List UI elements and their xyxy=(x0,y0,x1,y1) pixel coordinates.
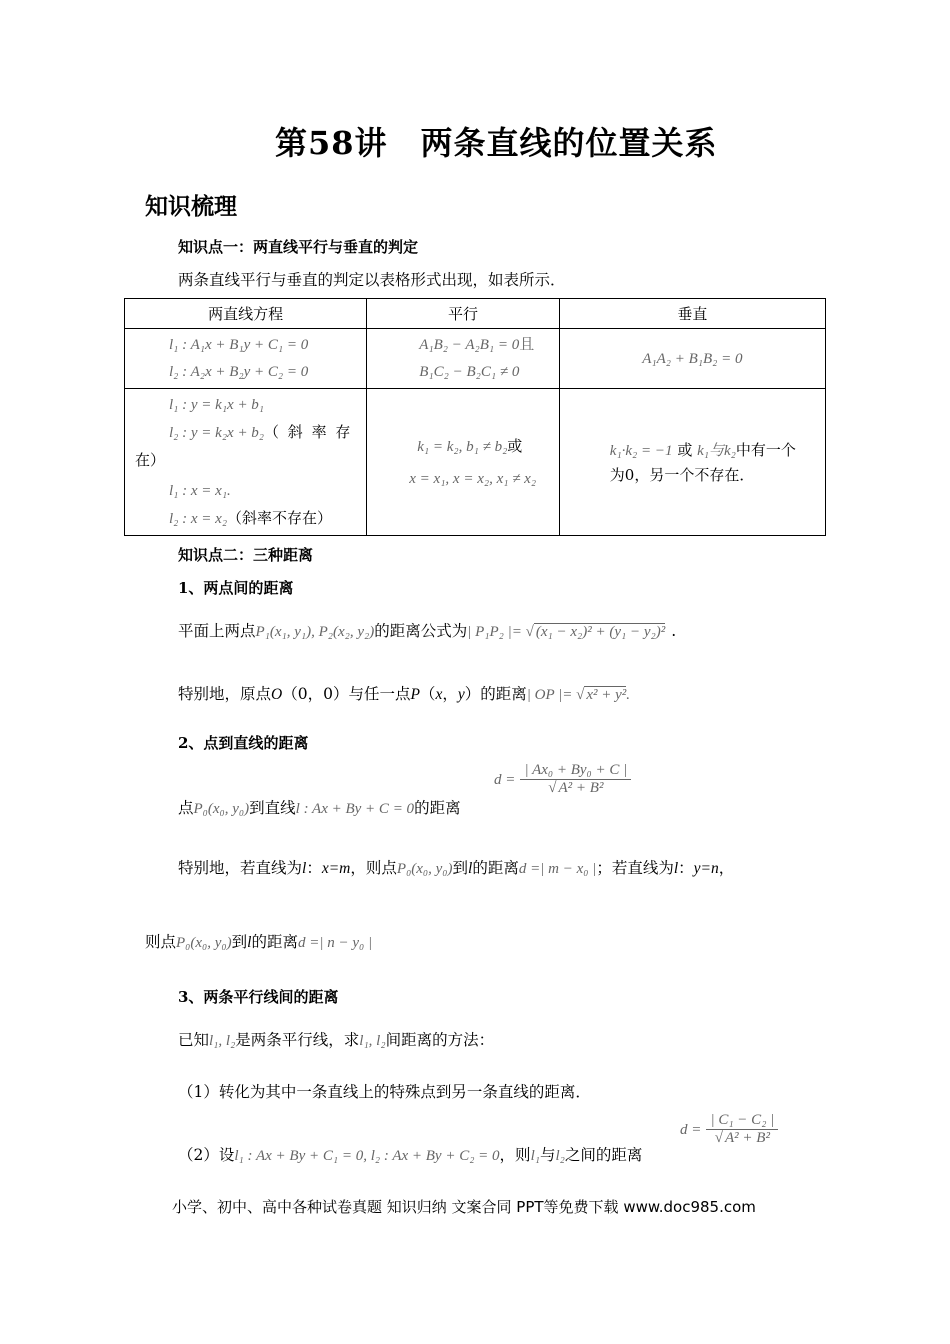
equation: A₁A₂ + B₁B₂ = 0 xyxy=(642,351,743,367)
equation: l₁, l₂ xyxy=(359,1033,386,1049)
s1-heading: 1、两点间的距离 xyxy=(178,579,294,597)
text: 的距离公式为 xyxy=(374,622,468,640)
equation: | P₁P₂ |= xyxy=(467,624,526,640)
text: ： xyxy=(306,859,322,877)
var: l xyxy=(302,860,307,877)
or-text: 或 xyxy=(507,436,523,455)
equation: l₁ : Ax + By + C₁ = 0, l₂ : Ax + By + C₂ = 0 xyxy=(234,1148,500,1164)
table-cell xyxy=(559,389,825,536)
equation: A₁B₂ − A₂B₁ = 0 xyxy=(419,337,520,353)
section-heading: 知识梳理 xyxy=(145,193,237,220)
var: l xyxy=(247,934,252,951)
text: ， xyxy=(442,685,458,703)
text: ，则点 xyxy=(350,859,397,877)
text: 则点 xyxy=(145,933,177,951)
equation: x² + y² xyxy=(586,687,627,703)
fraction xyxy=(520,762,631,797)
equation: l₁ : y = k₁x + b₁ xyxy=(169,396,265,413)
text: ；若直线为 xyxy=(596,859,674,877)
slope-note: （斜率不存在） xyxy=(227,508,333,527)
text: （ xyxy=(419,685,436,703)
equation: d =| n − y₀ | xyxy=(297,935,373,951)
text: 的距离 xyxy=(414,799,461,817)
equation: l₁, l₂ xyxy=(209,1033,236,1049)
var: l xyxy=(468,860,473,877)
table-cell xyxy=(367,389,560,536)
table-cell xyxy=(367,329,560,389)
s3-fraction xyxy=(680,1112,778,1147)
footer-text: 小学、初中、高中各种试卷真题 知识归纳 文案合同 PPT等免费下载 www.doc985.com xyxy=(172,1198,756,1216)
text: （2）设 xyxy=(178,1146,235,1164)
s3-item2 xyxy=(178,1143,642,1165)
text: 特别地，原点 xyxy=(178,685,272,703)
equation: P₀(x₀, y₀) xyxy=(396,861,453,877)
table-header-row xyxy=(125,299,826,329)
s2-fraction xyxy=(494,762,631,797)
text: . xyxy=(626,687,631,703)
text: . xyxy=(671,622,677,640)
sqrt-sign: √ xyxy=(525,624,534,640)
equation: l₁ xyxy=(530,1148,540,1164)
equation: P₁(x₁, y₁), P₂(x₂, y₂) xyxy=(255,624,375,640)
text: 是两条平行线，求 xyxy=(235,1031,360,1049)
sqrt-sign: √ xyxy=(576,687,585,703)
equation: (x₁ − x₂)² + (y₁ − y₂)² xyxy=(535,624,666,640)
equation: l₁ : A₁x + B₁y + C₁ = 0 xyxy=(169,336,309,353)
table-row xyxy=(125,329,826,389)
numerator: | C₁ − C₂ | xyxy=(706,1112,778,1130)
denominator: A² + B² xyxy=(558,780,604,796)
text: 到 xyxy=(452,859,469,877)
equation: k₁·k₂ = −1 xyxy=(609,442,673,459)
text: 的距离 xyxy=(472,859,519,877)
equation: k₁与k₂ xyxy=(697,442,736,459)
s1-formula-line xyxy=(178,619,676,641)
fraction xyxy=(706,1112,778,1147)
equation: d = xyxy=(494,772,516,788)
perp-text: 中有一个 xyxy=(735,440,796,459)
relation-table xyxy=(124,298,826,536)
text: 到直线 xyxy=(249,799,296,817)
kp2-heading: 知识点二：三种距离 xyxy=(178,546,314,564)
s2-formula-line xyxy=(178,796,461,818)
var: y=n xyxy=(693,860,719,877)
equation: l : Ax + By + C = 0 xyxy=(295,801,415,817)
equation: P₀(x₀, y₀) xyxy=(193,801,250,817)
text: 已知 xyxy=(178,1031,210,1049)
equation: x = x₁, x = x₂, x₁ ≠ x₂ xyxy=(409,470,537,487)
text: ，则 xyxy=(499,1146,531,1164)
equation: B₁C₂ − B₂C₁ ≠ 0 xyxy=(419,364,520,380)
table-header: 平行 xyxy=(367,299,560,329)
var: P xyxy=(410,686,420,703)
equation: l₂ xyxy=(555,1148,565,1164)
table-cell xyxy=(125,329,367,389)
equation: l₂ : x = x₂ xyxy=(169,510,228,527)
s3-item1: （1）转化为其中一条直线上的特殊点到另一条直线的距离． xyxy=(178,1083,591,1101)
text: 的距离 xyxy=(251,933,298,951)
equation: d = xyxy=(680,1122,702,1138)
s2-special-line xyxy=(178,856,734,878)
text: 与 xyxy=(539,1146,556,1164)
text: ， xyxy=(718,859,735,877)
text: 之间的距离 xyxy=(564,1146,643,1164)
text: 平面上两点 xyxy=(178,622,256,640)
table-cell xyxy=(125,389,367,536)
equation: l₂ : y = k₂x + b₂ xyxy=(169,424,265,441)
var: l xyxy=(673,860,679,877)
text: 特别地，若直线为 xyxy=(178,859,303,877)
sqrt-sign: √ xyxy=(548,780,557,796)
text: 点 xyxy=(178,799,194,817)
text: ）的距离 xyxy=(464,685,527,703)
table-row xyxy=(125,389,826,536)
equation: l₂ : A₂x + B₂y + C₂ = 0 xyxy=(169,363,309,380)
equation: l₁ : x = x₁. xyxy=(169,482,231,499)
and-text: 且 xyxy=(519,335,535,353)
text: 到 xyxy=(231,933,248,951)
slope-note: （ 斜 率 存 xyxy=(264,422,353,441)
s3-heading: 3、两条平行线间的距离 xyxy=(178,988,339,1006)
s1-special-line xyxy=(178,682,630,704)
s3-intro-line xyxy=(178,1028,494,1050)
perp-text: 为0，另一个不存在． xyxy=(609,465,755,484)
s2-special-line2 xyxy=(145,930,372,952)
text: ： xyxy=(678,859,694,877)
table-cell xyxy=(559,329,825,389)
equation: k₁ = k₂, b₁ ≠ b₂ xyxy=(417,438,508,455)
slope-note: 在） xyxy=(135,450,166,469)
var: O xyxy=(271,686,283,703)
var: y xyxy=(457,686,465,703)
text: （0，0）与任一点 xyxy=(282,685,411,703)
equation: d =| m − x₀ | xyxy=(518,861,597,877)
var: x xyxy=(435,686,443,703)
table-header: 两直线方程 xyxy=(125,299,367,329)
equation: | OP |= xyxy=(526,687,577,703)
equation: P₀(x₀, y₀) xyxy=(176,935,232,951)
sqrt-sign: √ xyxy=(714,1130,724,1146)
numerator: | Ax₀ + By₀ + C | xyxy=(520,762,631,780)
var: x=m xyxy=(321,860,351,877)
or-text: 或 xyxy=(677,440,693,459)
kp1-heading: 知识点一：两直线平行与垂直的判定 xyxy=(178,238,419,256)
table-header: 垂直 xyxy=(559,299,825,329)
denominator: A² + B² xyxy=(725,1130,770,1146)
kp1-intro: 两条直线平行与垂直的判定以表格形式出现，如表所示． xyxy=(178,271,566,289)
s2-heading: 2、点到直线的距离 xyxy=(178,734,309,752)
text: 间距离的方法： xyxy=(385,1031,495,1049)
page-title: 第58讲 两条直线的位置关系 xyxy=(275,124,718,162)
